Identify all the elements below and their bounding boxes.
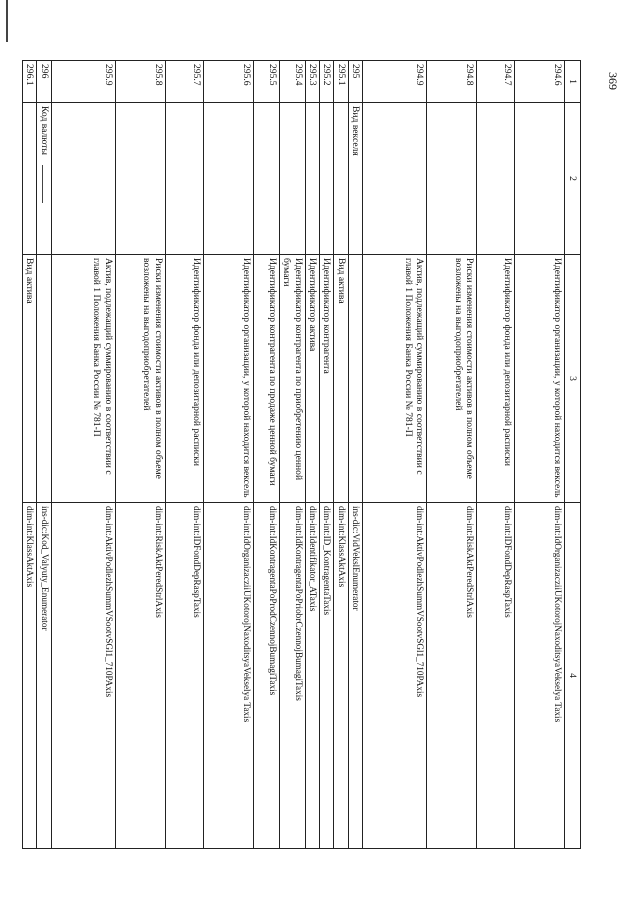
table-cell-col-1: 294.7 [477,61,515,103]
table-cell-col-1: 294.6 [515,61,565,103]
table-cell-col-4: dim-int:IDFondDepRaspTaxis [477,503,515,849]
table-cell-col-3: Идентификатор актива [305,255,319,503]
table-cell-col-4: ins-dic:Kod_Valyuty_Enumerator [37,503,51,849]
table-cell-col-2 [165,103,203,255]
table-cell-col-3 [348,255,362,503]
table-cell-col-3: Идентификатор фонда или депозитарной расписки [477,255,515,503]
table-cell-col-1: 296 [37,61,51,103]
table-cell-col-4: dim-int:Identifikator_ATaxis [305,503,319,849]
table-cell-col-3: Идентификатор контрагента по продаже ценной бумаги [253,255,279,503]
table-cell-col-3: Идентификатор контрагента [320,255,334,503]
table-cell-col-4: dim-int:IdOrganizacziiUKotorojNaxoditsyaVekselya Taxis [203,503,253,849]
table-cell-col-2 [515,103,565,255]
table-cell-col-4: dim-int:IDFondDepRaspTaxis [165,503,203,849]
table-cell-col-2 [115,103,165,255]
header-col-3: 3 [565,255,581,503]
table-cell-col-2 [253,103,279,255]
table-cell-col-2 [427,103,477,255]
table-cell-col-1: 295.2 [320,61,334,103]
table-cell-col-3: Идентификатор организации, у которой находится вексель [203,255,253,503]
table-cell-col-3 [37,255,51,503]
table-cell-col-4: dim-int:KlassAktAxis [334,503,348,849]
table-row [320,61,334,849]
header-col-1: 1 [565,61,581,103]
table-cell-col-1: 294.9 [363,61,427,103]
document-table [22,60,581,849]
table-cell-col-4: dim-int:IdOrganizacziiUKotorojNaxoditsyaVekselya Taxis [515,503,565,849]
table-cell-col-1: 294.8 [427,61,477,103]
header-col-2: 2 [565,103,581,255]
table-cell-col-4: ins-dic:VidVekslEnumerator [348,503,362,849]
table-cell-col-4: dim-int:RiskAktPeredStrlAxis [115,503,165,849]
table-cell-col-2 [334,103,348,255]
table-body [23,61,565,849]
table-cell-col-2 [23,103,37,255]
rotated-table-container [24,60,581,848]
table-cell-col-3: Вид актива [23,255,37,503]
table-row [253,61,279,849]
table-cell-col-3: Вид актива [334,255,348,503]
page-number: 369 [606,72,620,90]
table-row [348,61,362,849]
table-cell-col-1: 295.7 [165,61,203,103]
table-row [203,61,253,849]
table-cell-col-4: dim-int:IdKontragentaPoPriobrCzennojBumagiTaxis [279,503,305,849]
table-cell-col-4: dim-int:RiskAktPeredStrlAxis [427,503,477,849]
table-cell-col-4: dim-int:ID_KontragentaTaxis [320,503,334,849]
table-cell-col-2: Вид векселя [348,103,362,255]
table-cell-col-3: Риски изменения стоимости активов в полном объеме возложены на выгодоприобретателей [427,255,477,503]
table-cell-col-1: 295.9 [51,61,115,103]
document-table-wrapper [24,60,581,848]
table-cell-col-1: 295 [348,61,362,103]
table-cell-col-1: 295.1 [334,61,348,103]
table-cell-col-3: Актив, подлежащий суммированию в соответствии с главой 1 Положения Банка России № 781-П [363,255,427,503]
table-cell-col-1: 295.6 [203,61,253,103]
table-cell-col-4: dim-int:AktivPodlezhSummVSootvSGl1_710PAxis [51,503,115,849]
table-cell-col-1: 295.8 [115,61,165,103]
table-row [305,61,319,849]
table-cell-col-4: dim-int:IdKontragentaPoProdCzennojBumagiTaxis [253,503,279,849]
table-cell-col-2: Код валюты [37,103,51,255]
table-cell-col-2 [320,103,334,255]
table-header-row [565,61,581,849]
table-row [165,61,203,849]
header-col-4: 4 [565,503,581,849]
table-cell-col-3: Идентификатор фонда или депозитарной расписки [165,255,203,503]
table-cell-col-1: 295.3 [305,61,319,103]
table-cell-col-1: 295.4 [279,61,305,103]
table-cell-col-3: Риски изменения стоимости активов в полном объеме возложены на выгодоприобретателей [115,255,165,503]
table-row [477,61,515,849]
table-row [334,61,348,849]
table-cell-col-2 [305,103,319,255]
table-cell-col-3: Актив, подлежащий суммированию в соответствии с главой 1 Положения Банка России № 781-П [51,255,115,503]
binding-mark-top [6,0,8,42]
table-row [515,61,565,849]
table-cell-col-4: dim-int:KlassAktAxis [23,503,37,849]
table-row [427,61,477,849]
table-row [363,61,427,849]
table-row [279,61,305,849]
table-row [115,61,165,849]
table-cell-col-4: dim-int:AktivPodlezhSummVSootvSGl1_710PAxis [363,503,427,849]
table-cell-col-3: Идентификатор организации, у которой находится вексель [515,255,565,503]
table-cell-col-2 [51,103,115,255]
table-cell-col-1: 295.5 [253,61,279,103]
table-row [51,61,115,849]
table-row [37,61,51,849]
table-cell-col-1: 296.1 [23,61,37,103]
table-cell-col-2 [279,103,305,255]
table-cell-col-3: Идентификатор контрагента по приобретению ценной бумаги [279,255,305,503]
table-cell-col-2 [363,103,427,255]
table-cell-col-2 [477,103,515,255]
table-cell-col-2 [203,103,253,255]
table-row [23,61,37,849]
